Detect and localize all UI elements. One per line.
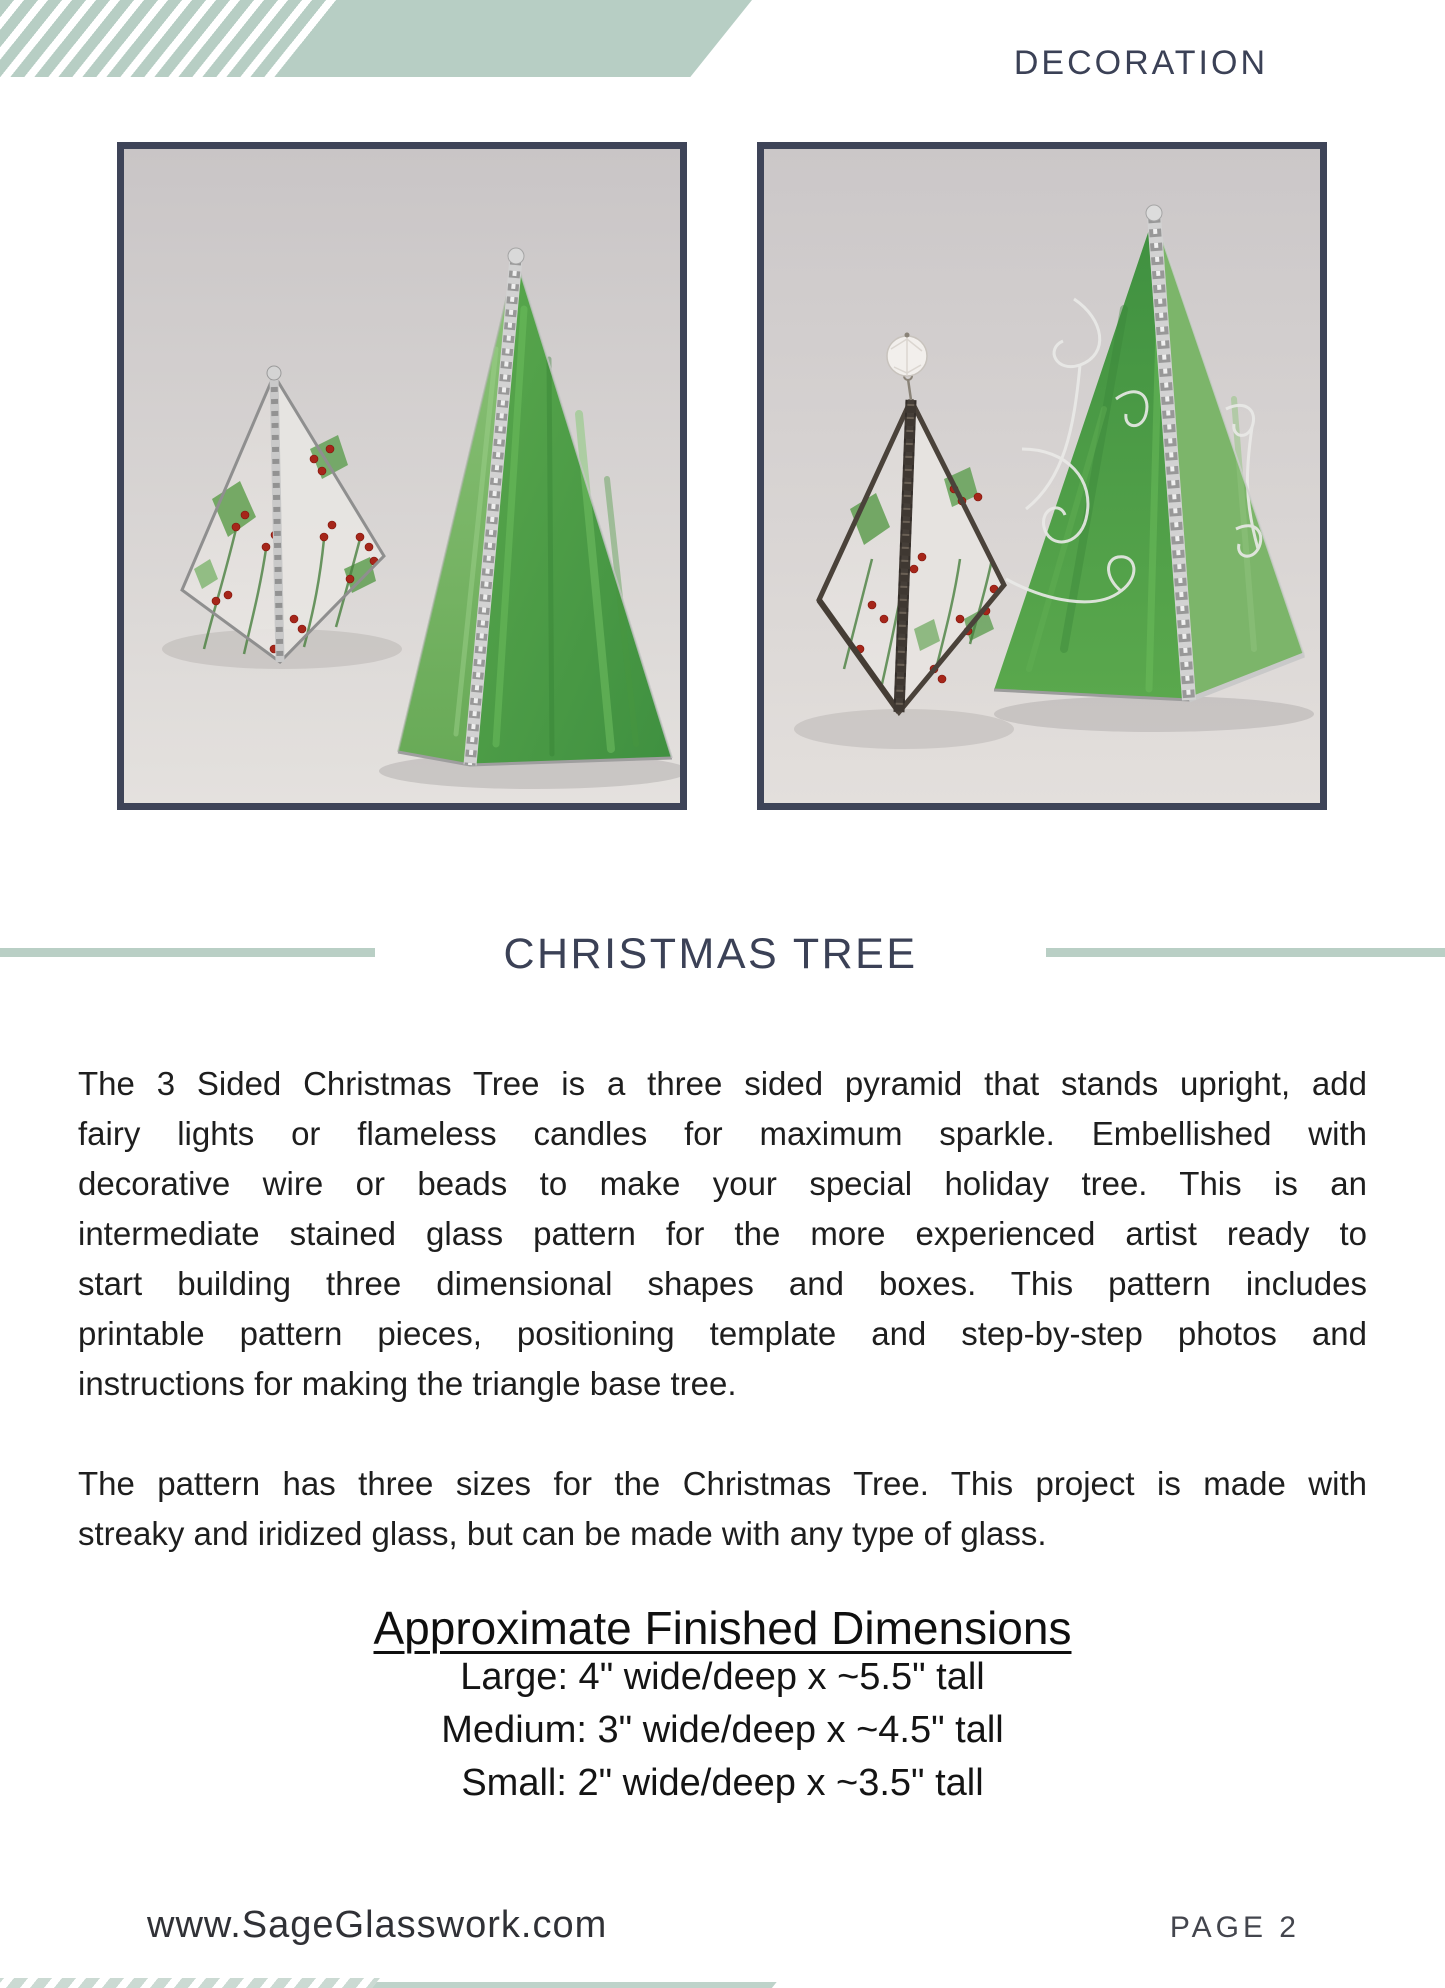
- dimensions-heading: Approximate Finished Dimensions: [373, 1602, 1072, 1654]
- body-line: streaky and iridized glass, but can be made with any type of glass.: [78, 1515, 1047, 1552]
- body-line: decorative wire or beads to make your special holiday tree. This is an: [78, 1165, 1367, 1202]
- dimension-size-large: Large: 4" wide/deep x ~5.5" tall: [460, 1656, 985, 1698]
- photo-right-frame: [757, 142, 1327, 810]
- header-banner: [0, 0, 752, 77]
- body-line: fairy lights or flameless candles for maximum sparkle. Embellished with: [78, 1115, 1367, 1152]
- footer-website-link[interactable]: www.SageGlasswork.com: [147, 1904, 608, 1946]
- photo-right-image: [764, 149, 1320, 803]
- body-line: instructions for making the triangle base tree.: [78, 1365, 737, 1402]
- paragraph-2: [78, 1459, 1367, 1559]
- footer-banner: [0, 1978, 780, 1988]
- body-line: start building three dimensional shapes and boxes. This pattern includes: [78, 1265, 1367, 1302]
- header-label: DECORATION: [1013, 44, 1268, 82]
- dimension-size-small: Small: 2" wide/deep x ~3.5" tall: [461, 1762, 984, 1804]
- photo-left-image: [124, 149, 680, 803]
- footer-banner-solid: [318, 1982, 776, 1988]
- dimensions-sizes: [0, 1651, 1445, 1810]
- footer-page-number: PAGE 2: [1169, 1911, 1300, 1944]
- body-line: intermediate stained glass pattern for the more experienced artist ready to: [78, 1215, 1367, 1252]
- body-line: printable pattern pieces, positioning template and step-by-step photos and: [78, 1315, 1367, 1352]
- footer-banner-stripes: [0, 1978, 380, 1988]
- paragraph-1: [78, 1059, 1367, 1409]
- body-text: [78, 1059, 1367, 1609]
- body-line: The pattern has three sizes for the Christmas Tree. This project is made with: [78, 1465, 1367, 1502]
- header-banner-stripes: [0, 0, 345, 77]
- dimension-size-medium: Medium: 3" wide/deep x ~4.5" tall: [441, 1709, 1004, 1751]
- page-title: CHRISTMAS TREE: [503, 930, 918, 978]
- photo-left-frame: [117, 142, 687, 810]
- body-line: The 3 Sided Christmas Tree is a three sided pyramid that stands upright, add: [78, 1065, 1367, 1102]
